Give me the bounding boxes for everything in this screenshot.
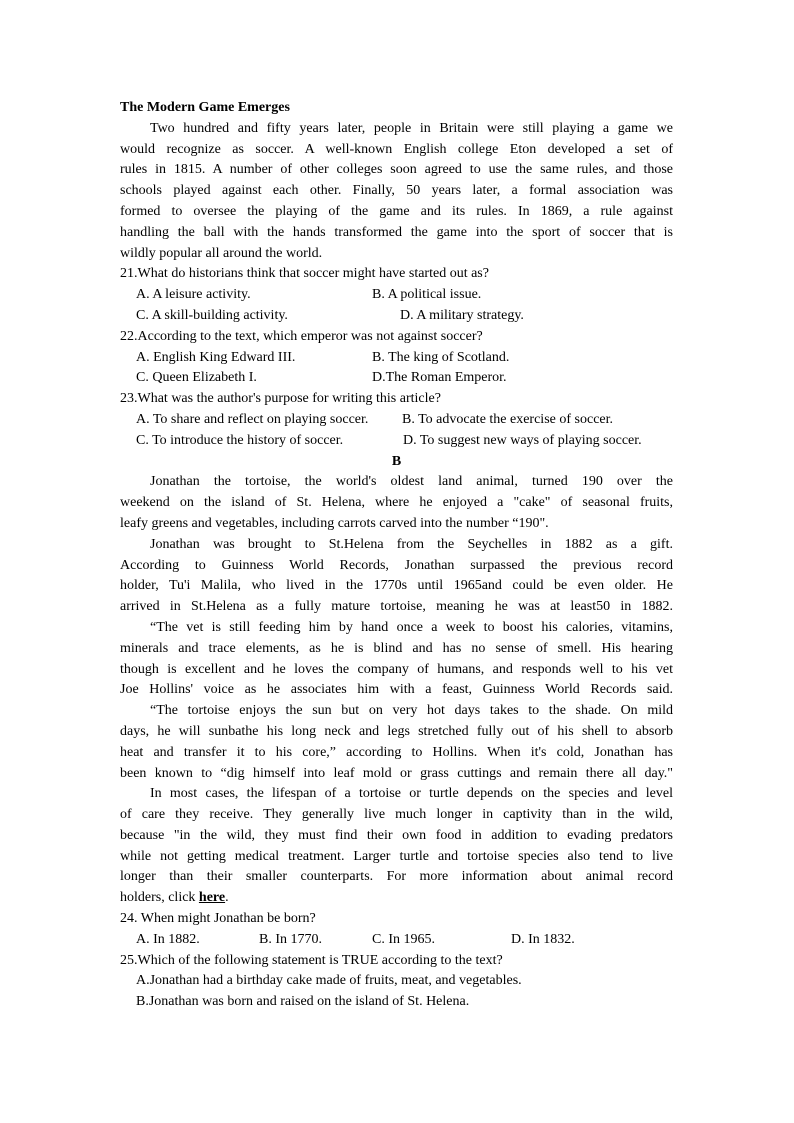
text-line: wildly popular all around the world. xyxy=(120,245,323,261)
paragraph-2 xyxy=(120,535,673,618)
option-d: D. To suggest new ways of playing soccer. xyxy=(403,432,642,448)
text-line: In most cases, the lifespan of a tortoise or turtle depends on the species and level xyxy=(150,786,673,802)
link-prefix: holders, click xyxy=(120,890,199,906)
option-a: A. English King Edward III. xyxy=(136,349,296,365)
options-row xyxy=(120,410,673,431)
text-line: handling the ball with the hands transformed the game into the sport of soccer that is xyxy=(120,224,673,240)
section-title: The Modern Game Emerges xyxy=(120,100,290,115)
text-line: Jonathan was brought to St.Helena from the Seychelles in 1882 as a gift. xyxy=(150,536,673,552)
paragraph-1 xyxy=(120,472,673,534)
document-page xyxy=(120,98,673,1013)
options-row xyxy=(120,285,673,306)
text-line: arrived in St.Helena as a fully mature tortoise, meaning he was at least50 in 1882. xyxy=(120,599,673,615)
paragraph-4 xyxy=(120,701,673,784)
option-a: A.Jonathan had a birthday cake made of fruits, meat, and vegetables. xyxy=(136,973,522,989)
question-stem: 23.What was the author's purpose for writing this article? xyxy=(120,391,441,407)
question-21 xyxy=(120,264,673,326)
option-c: C. To introduce the history of soccer. xyxy=(136,432,344,448)
text-line: would recognize as soccer. A well-known English college Eton developed a set of xyxy=(120,141,673,157)
text-line: weekend on the island of St. Helena, where he enjoyed a "cake" of seasonal fruits, xyxy=(120,495,673,511)
text-line xyxy=(120,888,673,909)
text-line: though is excellent and he loves the company of humans, and responds well to his vet xyxy=(120,661,673,677)
option-d: D.The Roman Emperor. xyxy=(372,370,507,386)
option-c: C. In 1965. xyxy=(372,931,435,947)
option-b: B. The king of Scotland. xyxy=(372,349,510,365)
text-line: longer than their smaller counterparts. For more information about animal record xyxy=(120,869,673,885)
text-line: minerals and trace elements, as he is blind and has no sense of smell. His hearing xyxy=(120,640,673,656)
option-c: C. Queen Elizabeth I. xyxy=(136,370,257,386)
text-line: formed to oversee the playing of the game and its rules. In 1869, a rule against xyxy=(120,203,673,219)
link-suffix: . xyxy=(225,890,229,906)
options-row xyxy=(120,348,673,369)
options-row xyxy=(120,431,673,452)
question-24 xyxy=(120,909,673,951)
option-a: A. A leisure activity. xyxy=(136,287,251,303)
paragraph-5 xyxy=(120,784,673,909)
question-stem: 24. When might Jonathan be born? xyxy=(120,911,316,927)
text-line: heat and transfer it to his core,” according to Hollins. When it's cold, Jonathan has xyxy=(120,744,673,760)
question-23 xyxy=(120,389,673,451)
question-22 xyxy=(120,327,673,389)
text-line: days, he will sunbathe his long neck and legs stretched fully out of his shell to absorb xyxy=(120,723,673,739)
text-line: “The tortoise enjoys the sun but on very hot days takes to the shade. On mild xyxy=(150,703,673,719)
option-a: A. In 1882. xyxy=(136,931,200,947)
options-row xyxy=(120,306,673,327)
option-b: B. A political issue. xyxy=(372,287,482,303)
option-c: C. A skill-building activity. xyxy=(136,307,288,323)
paragraph-3 xyxy=(120,618,673,701)
text-line: holder, Tu'i Malila, who lived in the 1770s until 1965and could be even older. He xyxy=(120,578,673,594)
question-stem: 21.What do historians think that soccer might have started out as? xyxy=(120,266,489,282)
text-line: “The vet is still feeding him by hand once a week to boost his calories, vitamins, xyxy=(150,619,673,635)
text-line: been known to “dig himself into leaf mold or grass cuttings and remain there all day." xyxy=(120,765,673,781)
options-row xyxy=(120,368,673,389)
text-line: because "in the wild, they must find their own food in addition to evading predators xyxy=(120,827,673,843)
text-line: while not getting medical treatment. Larger turtle and tortoise species also tend to live xyxy=(120,848,673,864)
option-b: B. To advocate the exercise of soccer. xyxy=(402,411,614,427)
text-line: Joe Hollins' voice as he associates him with a feast, Guinness World Records said. xyxy=(120,682,673,698)
option-d: D. In 1832. xyxy=(511,931,575,947)
text-line: schools played against each other. Finally, 50 years later, a formal association was xyxy=(120,183,673,199)
question-25 xyxy=(120,951,673,1013)
options-row xyxy=(120,930,673,951)
text-line: Jonathan the tortoise, the world's oldest land animal, turned 190 over the xyxy=(150,474,673,490)
option-a: A. To share and reflect on playing soccer. xyxy=(136,411,369,427)
text-line: According to Guinness World Records, Jonathan surpassed the previous record xyxy=(120,557,673,573)
paragraph-modern-game xyxy=(120,119,673,265)
option-d: D. A military strategy. xyxy=(400,307,524,323)
text-line: leafy greens and vegetables, including carrots carved into the number “190". xyxy=(120,515,549,531)
option-b: B. In 1770. xyxy=(259,931,322,947)
question-stem: 22.According to the text, which emperor was not against soccer? xyxy=(120,328,483,344)
question-stem: 25.Which of the following statement is TRUE according to the text? xyxy=(120,952,503,968)
section-heading-b: B xyxy=(391,453,402,469)
text-line: Two hundred and fifty years later, people in Britain were still playing a game we xyxy=(150,120,673,136)
text-line: of care they receive. They generally live much longer in captivity than in the wild, xyxy=(120,807,673,823)
here-link[interactable]: here xyxy=(198,890,226,906)
option-b: B.Jonathan was born and raised on the island of St. Helena. xyxy=(136,994,470,1010)
text-line: rules in 1815. A number of other colleges soon agreed to use the same rules, and those xyxy=(120,162,673,178)
